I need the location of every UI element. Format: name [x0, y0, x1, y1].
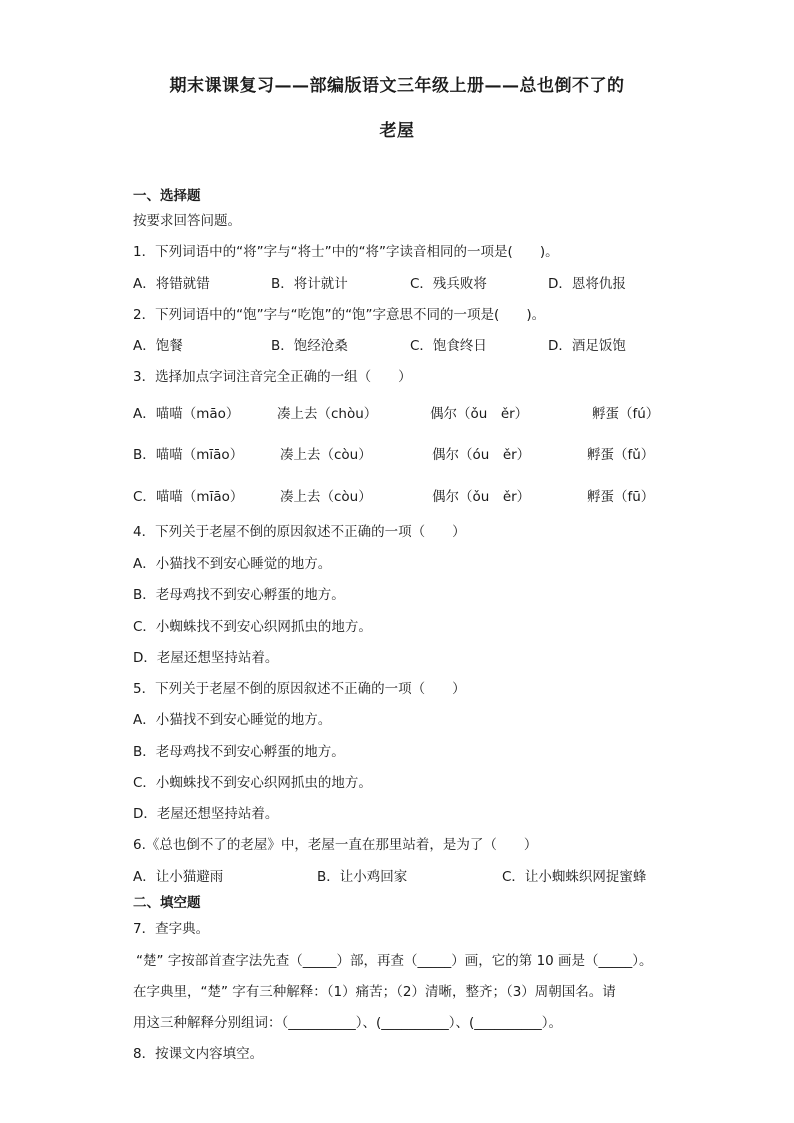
question-1-option-a: A．将错就错: [133, 276, 210, 292]
question-4-stem: 4．下列关于老屋不倒的原因叙述不正确的一项（ ）: [133, 524, 466, 540]
question-2-option-c: C．饱食终日: [410, 338, 487, 354]
question-2-option-d: D．酒足饭饱: [548, 338, 626, 354]
question-6-stem: 6.《总也倒不了的老屋》中，老屋一直在那里站着，是为了（ ）: [133, 837, 538, 853]
question-8-stem: 8．按课文内容填空。: [133, 1046, 264, 1062]
question-1-stem: 1．下列词语中的“将”字与“将士”中的“将”字读音相同的一项是( )。: [133, 244, 559, 260]
question-7-stem: 7．查字典。: [133, 921, 210, 937]
question-3-row-c-item-4: 孵蛋（fū）: [587, 489, 655, 505]
question-5-stem: 5．下列关于老屋不倒的原因叙述不正确的一项（ ）: [133, 681, 466, 697]
question-3-row-c-item-1: C．喵喵（mīāo）: [133, 489, 244, 505]
question-3-row-b-item-1: B．喵喵（mīāo）: [133, 447, 244, 463]
question-6-option-a: A．让小猫避雨: [133, 869, 224, 885]
question-7-line-3: 用这三种解释分别组词：（__________）、(__________）、(__________）。: [133, 1015, 563, 1031]
question-4-option-a: A．小猫找不到安心睡觉的地方。: [133, 556, 332, 572]
question-3-row-a-item-2: 凑上去（chòu）: [277, 406, 378, 422]
page-title-line1: 期末课课复习——部编版语文三年级上册——总也倒不了的: [169, 76, 625, 96]
question-3-row-a-item-1: A．喵喵（māo）: [133, 406, 240, 422]
question-5-option-b: B．老母鸡找不到安心孵蛋的地方。: [133, 744, 345, 760]
section-heading-fill: 二、填空题: [133, 895, 201, 911]
question-3-row-a-item-4: 孵蛋（fú）: [592, 406, 660, 422]
question-6-option-c: C．让小蜘蛛织网捉蜜蜂: [502, 869, 647, 885]
question-3-row-b-item-3: 偶尔（óu ěr）: [432, 447, 531, 463]
question-1-option-d: D．恩将仇报: [548, 276, 626, 292]
question-1-option-c: C．残兵败将: [410, 276, 487, 292]
question-1-option-b: B．将计就计: [271, 276, 348, 292]
question-3-row-b-item-4: 孵蛋（fǔ）: [587, 447, 655, 463]
section-instruction: 按要求回答问题。: [133, 213, 241, 229]
question-2-option-b: B．饱经沧桑: [271, 338, 348, 354]
question-7-line-2: 在字典里，“楚” 字有三种解释：（1）痛苦；（2）清晰，整齐；（3）周朝国名。请: [133, 984, 616, 1000]
question-4-option-d: D．老屋还想坚持站着。: [133, 650, 279, 666]
question-5-option-a: A．小猫找不到安心睡觉的地方。: [133, 712, 332, 728]
question-2-stem: 2．下列词语中的“饱”字与“吃饱”的“饱”字意思不同的一项是( )。: [133, 307, 546, 323]
question-3-row-a-item-3: 偶尔（ǒu ěr）: [430, 406, 529, 422]
page-title-line2: 老屋: [379, 121, 415, 141]
question-3-stem: 3．选择加点字词注音完全正确的一组（ ）: [133, 369, 412, 385]
question-5-option-c: C．小蜘蛛找不到安心织网抓虫的地方。: [133, 775, 372, 791]
question-3-row-b-item-2: 凑上去（còu）: [280, 447, 372, 463]
question-7-line-1: “楚” 字按部首查字法先查（_____）部，再查（_____）画，它的第 10 画是（_____）。: [136, 953, 653, 969]
question-3-row-c-item-3: 偶尔（ǒu ěr）: [432, 489, 531, 505]
question-5-option-d: D．老屋还想坚持站着。: [133, 806, 279, 822]
question-3-row-c-item-2: 凑上去（còu）: [280, 489, 372, 505]
section-heading-choice: 一、选择题: [133, 188, 201, 204]
question-6-option-b: B．让小鸡回家: [317, 869, 408, 885]
question-4-option-c: C．小蜘蛛找不到安心织网抓虫的地方。: [133, 619, 372, 635]
question-4-option-b: B．老母鸡找不到安心孵蛋的地方。: [133, 587, 345, 603]
question-2-option-a: A．饱餐: [133, 338, 183, 354]
